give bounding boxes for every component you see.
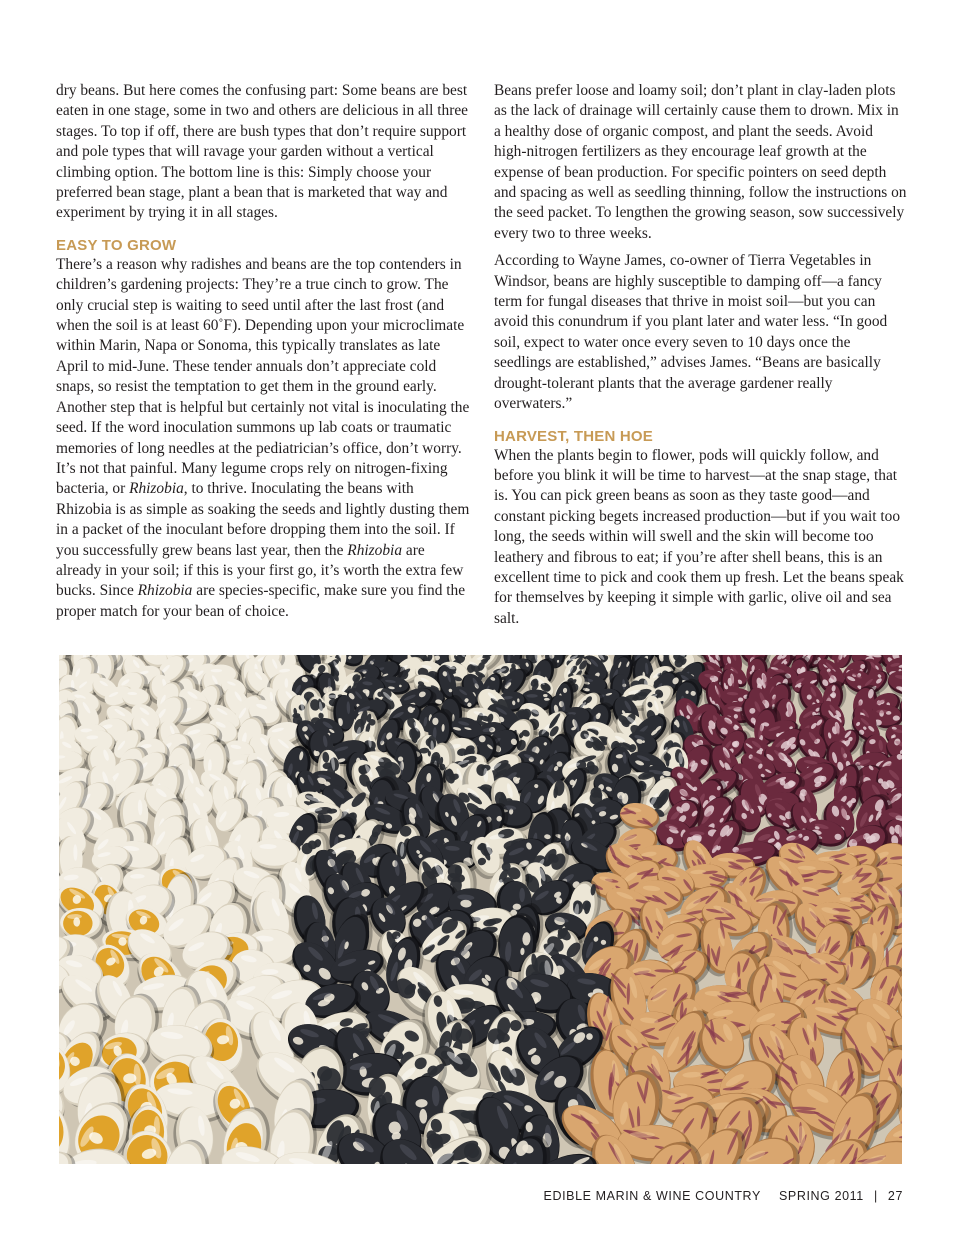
body-text-part: , to thrive. Inoculating the beans with Rhizobia is as simple as soaking the seeds and lightly dusting them in a packet of the inoculant before dropping them into the soil. If you successfully grew beans last year, then the (56, 480, 470, 559)
soil-paragraph: Beans prefer loose and loamy soil; don’t plant in clay-laden plots as the lack of drainage will certainly cause them to drown. Mix in a healthy dose of organic compost, and plant the seeds. Avoid high-nitrogen fertilizers as they encourage leaf growth at the expense of bean production. For specific pointers on seed depth and spacing as well as seedling thinning, follow the instructions on the seed packet. To lengthen the growing season, sow successively every two to three weeks. (494, 82, 907, 242)
footer-separator: | (873, 1189, 878, 1203)
harvest-paragraph: When the plants begin to flower, pods will quickly follow, and before you blink it will be time to harvest—at the snap stage, that is. You can pick green beans as soon as they taste good—and constant picking begets increased production—but if you wait too long, the seeds within will swell and the skin will become too leathery and fibrous to eat; if you’re after shell beans, this is an excellent time to pick and cook them up fresh. Let the beans speak for themselves by keeping it simple with garlic, olive oil and sea salt. (494, 446, 904, 627)
rhizobia-term: Rhizobia (137, 582, 193, 600)
magazine-name: EDIBLE MARIN & WINE COUNTRY (543, 1189, 761, 1203)
beans-photo (59, 655, 902, 1164)
page-footer (544, 1189, 903, 1203)
easy-to-grow-paragraph (56, 255, 470, 622)
beans-illustration (59, 655, 902, 1164)
body-text-part: are species-specific, make sure you find the proper match for your bean of choice. (56, 582, 466, 620)
section-heading-easy-to-grow: EASY TO GROW (56, 236, 177, 254)
body-text-part: There’s a reason why radishes and beans are the top contenders in children’s gardening projects: They’re a true cinch to grow. The only crucial step is waiting to seed until after the last frost (and when the soil is at least 60˚F). Depending upon your microclimate within Marin, Napa or Sonoma, this typically translates as late April to mid-June. These tender annuals don’t appreciate cold snaps, so resist the temptation to get them in the ground early. Another step that is helpful but certainly not vital is inoculating the seed. If the word inoculation summons up lab coats or traumatic memories of long needles at the pediatrician’s office, don’t worry. It’s not that painful. Many legume crops rely on nitrogen-fixing bacteria, or (56, 255, 470, 498)
section-heading-harvest: HARVEST, THEN HOE (494, 427, 653, 445)
page-number: 27 (887, 1189, 903, 1203)
rhizobia-term: Rhizobia (129, 480, 184, 498)
wayne-james-paragraph: According to Wayne James, co-owner of Tierra Vegetables in Windsor, beans are highly susceptible to damping off—a fancy term for fungal diseases that thrive in moist soil—but you can avoid this conundrum if you plant later and water less. “In good soil, expect to water once every seven to 10 days once the seedlings are established,” advises James. “Beans are basically drought-tolerant plants that the average gardener really overwaters.” (494, 252, 888, 413)
issue-label: SPRING 2011 (778, 1189, 864, 1203)
body-text-part: are already in your soil; if this is your first go, it’s worth the extra few bucks. Since (56, 541, 464, 600)
intro-paragraph: dry beans. But here comes the confusing part: Some beans are best eaten in one stage, some in two and others are delicious in all three stages. To top if off, there are bush types that don’t require support and pole types that will ravage your garden without a vertical climbing option. The bottom line is this: Simply choose your preferred bean stage, plant a bean that is marketed that way and experiment by trying it in all stages. (56, 82, 468, 222)
left-column (56, 81, 470, 622)
right-column (494, 81, 908, 629)
rhizobia-term: Rhizobia (347, 541, 403, 559)
